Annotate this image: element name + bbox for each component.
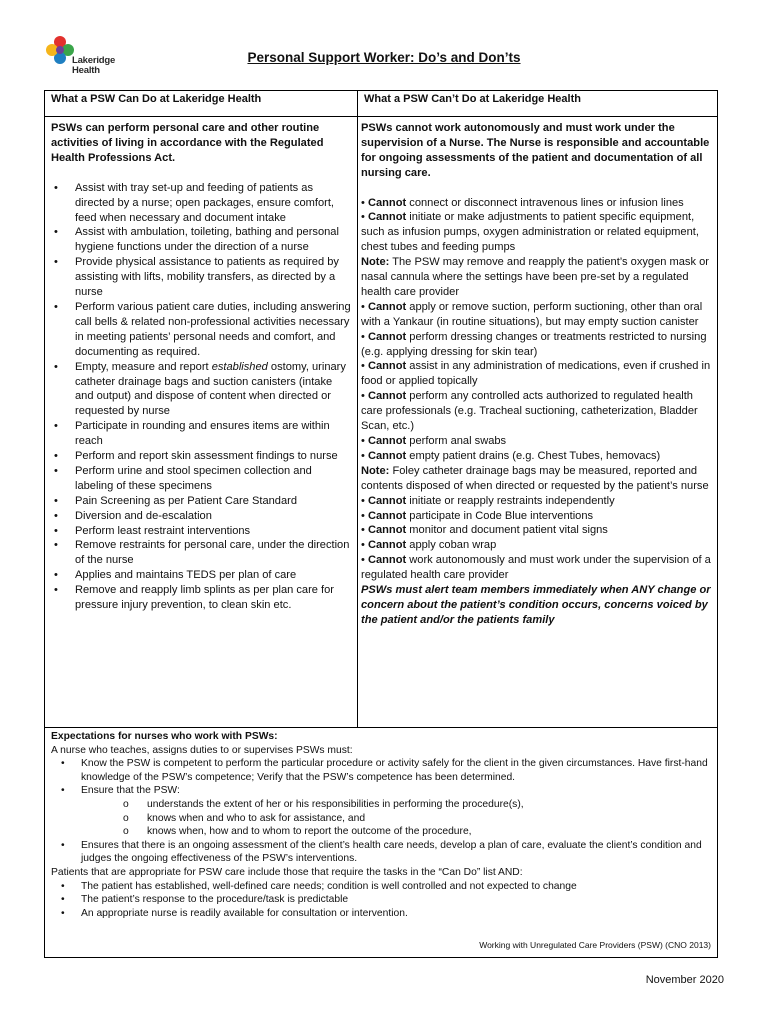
list-item: • Remove restraints for personal care, under the direction of the nurse xyxy=(54,539,350,567)
list-item: • Applies and maintains TEDS per plan of care xyxy=(54,569,297,582)
list-item: • Perform and report skin assessment findings to nurse xyxy=(54,450,338,463)
cannot-do-column xyxy=(358,117,717,727)
list-item: • Cannot work autonomously and must work under the supervision of a regulated health care provider xyxy=(361,554,711,582)
list-item: • Perform urine and stool specimen collection and labeling of these specimens xyxy=(54,464,312,492)
right-column-header: What a PSW Can’t Do at Lakeridge Health xyxy=(358,91,717,117)
list-item: • Remove and reapply limb splints as per plan care for pressure injury prevention, to clean skin etc. xyxy=(54,584,334,612)
list-item: • Cannot assist in any administration of medications, even if crushed in food or applied topically xyxy=(361,360,711,388)
expectations-title: Expectations for nurses who work with PSWs: xyxy=(51,731,278,742)
list-item: • Cannot monitor and document patient vital signs xyxy=(361,524,608,537)
left-column-header: What a PSW Can Do at Lakeridge Health xyxy=(45,91,358,117)
sub-list-item: o understands the extent of her or his responsibilities in performing the procedure(s), xyxy=(123,798,524,810)
dos-donts-table xyxy=(44,90,718,958)
list-item: • Cannot initiate or make adjustments to patient specific equipment, such as infusion pumps, oxygen administration or related equipment, chest tubes and feeding pumps xyxy=(361,211,699,254)
list-item: • An appropriate nurse is readily available for consultation or intervention. xyxy=(61,907,408,919)
list-item: • Cannot apply coban wrap xyxy=(361,539,497,552)
list-item: • Ensures that there is an ongoing assessment of the client’s health care needs, develop a plan of care, evaluate the client’s condition and judges the ongoing effectiveness of the PSW’s interventions. xyxy=(61,839,702,865)
sub-list-item: o knows when and who to ask for assistance, and xyxy=(123,812,366,824)
list-item: • Cannot perform any controlled acts authorized to regulated health care professionals (e.g. Tracheal suctioning, catheterization, Bladder Scan, etc.) xyxy=(361,390,698,433)
expectations-intro: A nurse who teaches, assigns duties to or supervises PSWs must: xyxy=(51,744,353,756)
can-do-list xyxy=(51,181,351,613)
list-item: • Cannot participate in Code Blue interventions xyxy=(361,509,594,522)
list-item: • Ensure that the PSW: o understands the extent of her or his responsibilities in performing the procedure(s), o knows when and who to ask for assistance, and o knows when, how and to whom to report the outcome of the procedure, xyxy=(51,784,711,838)
patients-intro: Patients that are appropriate for PSW care include those that require the tasks in the “Can Do” list AND: xyxy=(51,866,523,878)
list-item: • Cannot initiate or reapply restraints independently xyxy=(361,494,615,507)
list-item: • Cannot empty patient drains (e.g. Chest Tubes, hemovacs) xyxy=(361,449,661,462)
expectations-list xyxy=(51,757,711,866)
sub-list xyxy=(81,798,711,839)
can-do-intro: PSWs can perform personal care and other routine activities of living in accordance with the Regulated Health Professions Act. xyxy=(51,122,324,164)
patients-list xyxy=(51,880,711,921)
list-item: • Participate in rounding and ensures items are within reach xyxy=(54,420,330,448)
list-item: • Cannot perform dressing changes or treatments restricted to nursing (e.g. applying dressing for skin tear) xyxy=(361,330,707,358)
note: Note: The PSW may remove and reapply the patient’s oxygen mask or nasal cannula where the settings have been pre-set by a regulated health care provider xyxy=(361,256,709,298)
list-item: • Perform least restraint interventions xyxy=(54,524,251,537)
list-item: • Empty, measure and report established ostomy, urinary catheter drainage bags and suction canisters (intake and output) and dispose of content when directed or requested by nurse xyxy=(54,360,346,418)
logo-line2: Health xyxy=(72,64,100,76)
can-do-column xyxy=(45,117,358,727)
page-title: Personal Support Worker: Do’s and Don’ts xyxy=(247,50,521,65)
sub-list-item: o knows when, how and to whom to report the outcome of the procedure, xyxy=(123,826,472,838)
list-item: • The patient has established, well-defined care needs; condition is well controlled and not expected to change xyxy=(61,880,577,892)
list-item: • Assist with ambulation, toileting, bathing and personal hygiene functions under the direction of a nurse xyxy=(54,226,339,254)
list-item: • Provide physical assistance to patients as required by assisting with lifts, mobility transfers, as directed by a nurse xyxy=(54,256,339,299)
logo-line1: Lakeridge xyxy=(72,55,116,66)
list-item: • Diversion and de-escalation xyxy=(54,509,212,522)
footer-date: November 2020 xyxy=(645,974,724,986)
expectations-section xyxy=(45,727,717,957)
cannot-do-intro: PSWs cannot work autonomously and must work under the supervision of a Nurse. The Nurse is responsible and accountable for ongoing assessments of the patient and documentation of all nursing care. xyxy=(361,122,710,179)
list-item: • Pain Screening as per Patient Care Standard xyxy=(54,494,298,507)
list-item: • Cannot connect or disconnect intravenous lines or infusion lines xyxy=(361,196,684,209)
list-item: • Assist with tray set-up and feeding of patients as directed by a nurse; open packages, ensure comfort, feed when necessary and document intake xyxy=(54,181,335,224)
alert-text: PSWs must alert team members immediately when ANY change or concern about the patient’s condition occurs, concerns voiced by the patient and/or the patients family xyxy=(361,584,711,626)
list-item: • Cannot perform anal swabs xyxy=(361,435,507,448)
list-item: • Cannot apply or remove suction, perform suctioning, other than oral with a Yankaur (in routine situations), but may empty suction canister xyxy=(361,300,703,328)
source-credit: Working with Unregulated Care Providers (PSW) (CNO 2013) xyxy=(479,940,711,951)
list-item: • The patient’s response to the procedure/task is predictable xyxy=(61,894,349,906)
note: Note: Foley catheter drainage bags may be measured, reported and contents disposed of when directed or requested by the patient’s nurse xyxy=(361,464,709,492)
list-item: • Perform various patient care duties, including answering call bells & related non-professional activities necessary in meeting patients’ personal needs and comfort, and documenting as required. xyxy=(54,300,351,358)
list-item: • Know the PSW is competent to perform the particular procedure or activity safely for the client in the given circumstances. Have first-hand knowledge of the PSW’s competence; Verify that the PSW’s competence has been determined. xyxy=(61,758,708,783)
